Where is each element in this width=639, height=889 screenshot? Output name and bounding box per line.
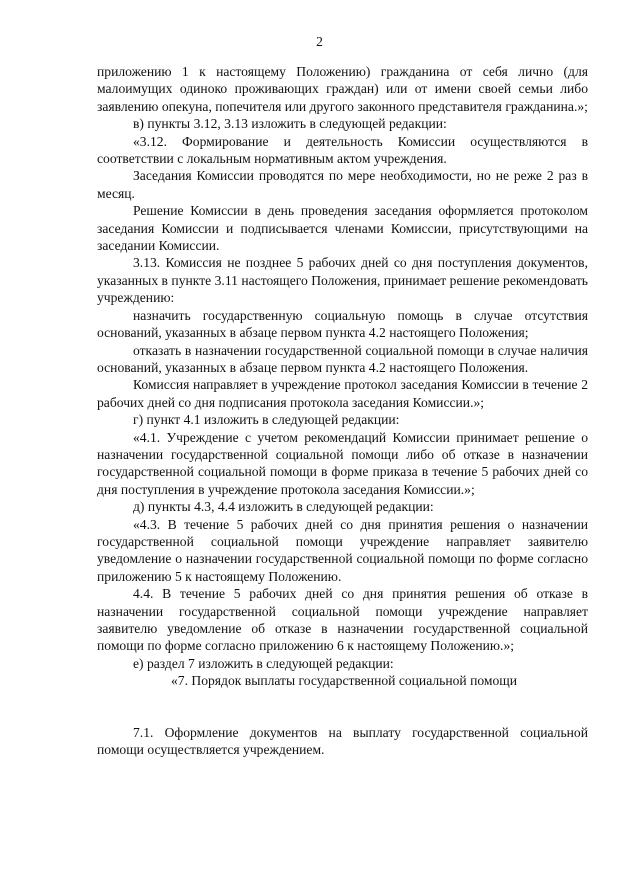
paragraph: д) пункты 4.3, 4.4 изложить в следующей редакции:	[133, 499, 434, 515]
document-body	[97, 63, 588, 758]
paragraph: «3.12. Формирование и деятельность Комиссии осуществляются в соответствии с локальным нормативным актом учреждения.	[97, 133, 588, 167]
paragraph: «4.1. Учреждение с учетом рекомендаций Комиссии принимает решение о назначении государственной социальной помощи либо об отказе в назначении государственной социальной помощи в форме приказа в течение 5 рабочих дней со дня поступления в учреждение протокола заседания Комиссии.»;	[97, 429, 588, 497]
paragraph: 7.1. Оформление документов на выплату государственной социальной помощи осуществляется учреждением.	[97, 724, 588, 758]
paragraph: Решение Комиссии в день проведения заседания оформляется протоколом заседания Комиссии и подписывается членами Комиссии, присутствующими на заседании Комиссии.	[97, 203, 588, 254]
paragraph: Заседания Комиссии проводятся по мере необходимости, но не реже 2 раз в месяц.	[97, 168, 588, 201]
paragraph: «4.3. В течение 5 рабочих дней со дня принятия решения о назначении государственной социальной помощи учреждение направляет заявителю уведомление о назначении государственной социальной помощи по форме согласно приложению 5 к настоящему Положению.	[97, 516, 588, 584]
paragraph: г) пункт 4.1 изложить в следующей редакции:	[133, 412, 400, 428]
paragraph: 4.4. В течение 5 рабочих дней со дня принятия решения об отказе в назначении государственной социальной помощи учреждение направляет заявителю уведомление об отказе в назначении государственной социальной помощи по форме согласно приложению 6 к настоящему Положению.»;	[97, 586, 588, 654]
paragraph: приложению 1 к настоящему Положению) гражданина от себя лично (для малоимущих одиноко проживающих граждан) или от имени своей семьи либо заявлению опекуна, попечителя или другого законного представителя гражданина.»;	[97, 64, 588, 114]
paragraph: Комиссия направляет в учреждение протокол заседания Комиссии в течение 2 рабочих дней со дня подписания протокола заседания Комиссии.»;	[97, 377, 588, 410]
section-heading: «7. Порядок выплаты государственной социальной помощи	[171, 673, 518, 689]
paragraph: отказать в назначении государственной социальной помощи в случае наличия оснований, указанных в абзаце первом пункта 4.2 настоящего Положения.	[97, 342, 588, 375]
paragraph: е) раздел 7 изложить в следующей редакции:	[133, 655, 394, 671]
page-number: 2	[316, 34, 323, 49]
paragraph: в) пункты 3.12, 3.13 изложить в следующей редакции:	[133, 116, 447, 132]
paragraph: 3.13. Комиссия не позднее 5 рабочих дней со дня поступления документов, указанных в пункте 3.11 настоящего Положения, принимает решение рекомендовать учреждению:	[97, 255, 588, 306]
paragraph: назначить государственную социальную помощь в случае отсутствия оснований, указанных в абзаце первом пункта 4.2 настоящего Положения;	[97, 307, 588, 341]
